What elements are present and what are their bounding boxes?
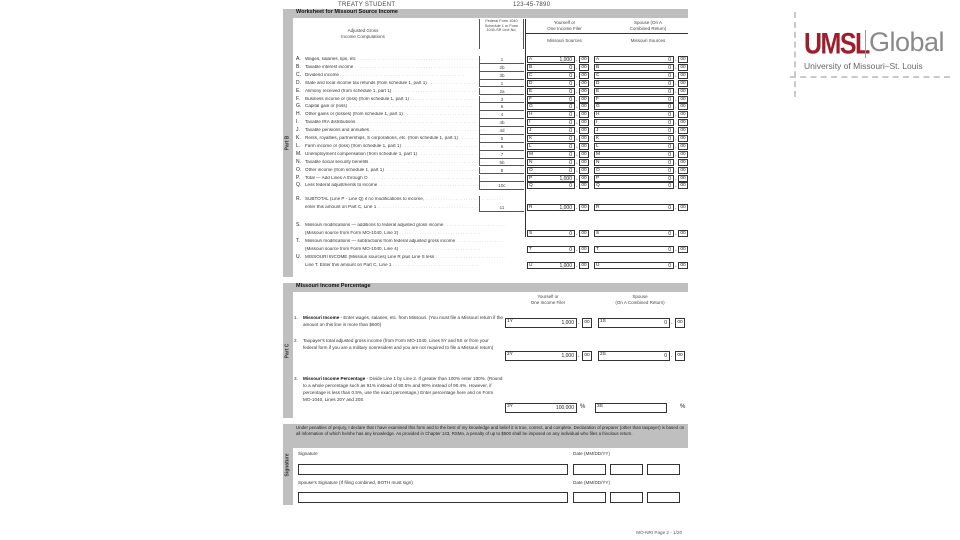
row-federal-line: 7 xyxy=(479,151,524,159)
row-letter: M. xyxy=(296,150,302,157)
you-cents-field[interactable]: 00 xyxy=(579,151,589,158)
income-row-r: R. SUBTOTAL (Line P - Line Q) if no modifications to income, . . . enter this amount on Part C, Line 1 . . . 11 R 1,000 . 00 R 0 . 00 xyxy=(293,196,688,212)
date-year-field[interactable] xyxy=(647,464,680,475)
you-amount-field[interactable]: T 0 xyxy=(527,246,575,253)
taxpayer-ssn: 123-45-7890 xyxy=(513,2,551,8)
logo-dashed-horizontal xyxy=(790,76,950,78)
you-cents-field[interactable]: 00 xyxy=(579,262,589,269)
spouse-amount-field[interactable]: G 0 xyxy=(594,103,674,110)
spouse-amount-field[interactable]: U 0 xyxy=(594,262,674,269)
income-row: Q. Less federal adjustments to income . . . 10c Q 0 . 00 Q 0 . 00 xyxy=(293,182,688,190)
income-row: L. Farm income or (loss) (from schedule 1, part 1) . . . 6 L 0 . 00 L 0 . 00 xyxy=(293,143,688,151)
you-cents-field[interactable]: 00 xyxy=(579,204,589,211)
row-letter: H. xyxy=(296,111,301,118)
spouse-cents-field[interactable]: 00 xyxy=(678,151,688,158)
row-description: Taxable interest income . . . xyxy=(305,65,487,70)
row-federal-line: 8 xyxy=(479,167,524,175)
spouse-cents-field[interactable]: 00 xyxy=(678,204,688,211)
you-cents-field[interactable]: 00 xyxy=(579,72,589,79)
row-federal-line: 4 xyxy=(479,111,524,119)
row-description: Taxable social security benefits . . . xyxy=(305,160,487,165)
spouse-amount-field[interactable]: Q 0 xyxy=(594,182,674,189)
row-letter: J. xyxy=(296,127,300,134)
logo-separator xyxy=(865,30,866,58)
you-cents-field[interactable]: 00 xyxy=(579,143,589,150)
part-b-title: Worksheet for Missouri Source Income xyxy=(293,9,688,18)
spouse-cents-field[interactable]: 00 xyxy=(678,127,688,134)
income-row: G. Capital gain or (loss) . . . 6 G 0 . 00 G 0 . 00 xyxy=(293,103,688,111)
row-letter: K. xyxy=(296,135,301,141)
row-description: Other income (from schedule 1, part 1) . . . xyxy=(305,168,487,173)
spouse-amount-field[interactable]: E 0 xyxy=(594,88,674,95)
row-description-1: MISSOURI INCOME (Missouri sources) Line R plus Line S less . . . xyxy=(305,255,505,260)
line-3s-field[interactable]: 3S xyxy=(595,403,667,413)
row-federal-line: 10c xyxy=(479,182,524,190)
you-cents-field[interactable]: 00 xyxy=(579,230,589,237)
row-description: Less federal adjustments to income . . . xyxy=(305,183,487,188)
spouse-amount-field[interactable]: L 0 xyxy=(594,143,674,150)
row-federal-line: 1 xyxy=(479,56,524,64)
row-letter: F. xyxy=(296,95,300,102)
row-description-2: (Missouri source from Form MO-1040, Line 4) . . . xyxy=(305,247,480,252)
you-cents-field[interactable]: 00 xyxy=(579,182,589,189)
logo-suffix: Global xyxy=(869,27,945,57)
row-federal-line: 4d xyxy=(479,127,524,135)
you-cents-field[interactable]: 00 xyxy=(579,88,589,95)
spouse-amount-field[interactable]: K 0 xyxy=(594,135,674,142)
spouse-amount-field[interactable]: S 0 xyxy=(594,230,674,237)
umsl-global-logo xyxy=(790,12,950,102)
you-cents-field[interactable]: 00 xyxy=(579,96,589,103)
you-cents-field[interactable]: 00 xyxy=(579,246,589,253)
spouse-amount-field[interactable]: R 0 xyxy=(594,204,674,211)
row-letter: O. xyxy=(296,166,302,173)
line-2y-cents[interactable]: 00 xyxy=(582,351,592,361)
row-letter: L. xyxy=(296,142,301,149)
income-row: P. Total — Add Lines A through O . . . P 1,000 . 00 P 0 . 00 xyxy=(293,175,688,183)
row-description-1: SUBTOTAL (Line P - Line Q) if no modifications to income, . . . xyxy=(305,197,505,202)
you-amount-field[interactable]: D 0 xyxy=(527,80,575,87)
you-amount-field[interactable]: N 0 xyxy=(527,159,575,166)
you-amount-field[interactable]: M 0 xyxy=(527,151,575,158)
you-cents-field[interactable]: 00 xyxy=(579,167,589,174)
declaration-text: Under penalties of perjury, I declare that I have examined this form and to the best of my knowledge and belief it is true, correct, and complete. Declaration of preparer (other than taxpayer) is based on all information of which he/she has any knowledge. As provided in Chapter 143, RSMo, a penalty of up to $500 shall be imposed on any individual who files a frivolous return. xyxy=(293,424,688,448)
row-description: Farm income or (loss) (from schedule 1, part 1) . . . xyxy=(305,144,487,149)
logo-brand: UMSL xyxy=(804,27,869,61)
income-row: H. Other gains or (losses) (from schedule 1, part 1) . . . 4 H 0 . 00 H 0 . 00 xyxy=(293,111,688,119)
row-letter: G. xyxy=(296,103,302,110)
spouse-amount-field[interactable]: M 0 xyxy=(594,151,674,158)
line-1y-field[interactable]: 1Y 1,000 xyxy=(505,318,577,328)
part-c-tab: Part C xyxy=(283,283,293,418)
spouse-cents-field[interactable]: 00 xyxy=(678,103,688,110)
spouse-cents-field[interactable]: 00 xyxy=(678,119,688,126)
row-letter: E. xyxy=(296,87,301,94)
line-2s-cents[interactable]: 00 xyxy=(675,351,685,361)
you-amount-field[interactable]: Q 0 xyxy=(527,182,575,189)
col-fed-title: Federal Form 1040 Schedule 1 or Form 1040-SR Line No. xyxy=(479,19,524,49)
row-letter: C. xyxy=(296,71,301,78)
you-cents-field[interactable]: 00 xyxy=(579,175,589,182)
spouse-cents-field[interactable]: 00 xyxy=(678,80,688,87)
spouse-amount-field[interactable]: N 0 xyxy=(594,159,674,166)
row-federal-line: 4b xyxy=(479,119,524,127)
row-description: Total — Add Lines A through O . . . xyxy=(305,176,487,181)
income-row: J. Taxable pensions and annuities . . . 4d J 0 . 00 J 0 . 00 xyxy=(293,127,688,135)
row-federal-line: 5b xyxy=(479,159,524,167)
you-amount-field[interactable]: G 0 xyxy=(527,103,575,110)
spouse-cents-field[interactable]: 00 xyxy=(678,182,688,189)
you-amount-field[interactable]: P 1,000 xyxy=(527,175,575,182)
you-amount-field[interactable]: C 0 xyxy=(527,72,575,79)
you-amount-field[interactable]: B 0 xyxy=(527,64,575,71)
logo-dashed-vertical xyxy=(794,12,796,97)
spouse-date-day-field[interactable] xyxy=(610,492,643,503)
you-amount-field[interactable]: H 0 xyxy=(527,111,575,118)
row-description: Other gains or (losses) (from schedule 1, part 1) . . . xyxy=(305,112,487,117)
page-footer: MO-NRI Page 2 - 1/20 xyxy=(636,530,682,535)
row-federal-line: 2a xyxy=(479,88,524,96)
row-letter: D. xyxy=(296,79,301,86)
part-c-col-spouse: Spouse (On A Combined Return) xyxy=(615,294,665,306)
income-row: A. Wages, salaries, tips, etc . . . 1 A 1,000 . 00 A 0 . 00 xyxy=(293,56,688,64)
income-row: D. State and local income tax refunds (from schedule 1, part 1) . . . 1 D 0 . 00 D 0 . 00 xyxy=(293,80,688,88)
line-2y-field[interactable]: 2Y 1,000 xyxy=(505,351,577,361)
tax-form-page: TREATY STUDENT 123-45-7890 Part B Worksheet for Missouri Source Income Adjusted Gross Income Computations Federal Form 1040 Schedule 1 or Form 1040-SR Line No. Yourself or One Income Filer Spouse (On A Combined Return) Missouri Sources Missouri Sources A. Wages, salaries, tips, etc . . . 1 A 1,000 . 00 A 0 . 00 B. Taxable interest income . . . 2b B 0 . 00 B 0 . 00 C. Dividend income . . . 3b C 0 . 00 C 0 . 00 D. State and local income tax refunds (from schedule 1, part 1) . . . 1 D 0 . 00 D 0 . 00 E. Alimony received (from schedule 1, part 1) . . . 2a E 0 . 00 E 0 . 00 F. Business income or (loss) (from schedule 1, part 1) . . . 3 F 0 . 00 F 0 . 00 G. Capital gain or (loss) . . . 6 G 0 . 00 G 0 . 00 H. Other gains or (losses) (from schedule 1, part 1) . . . 4 H 0 . 00 H 0 . 00 I. Taxable IRA distributions . . . 4b I 0 . 00 I 0 . 00 J. Taxable pensions and annuities . . . 4d J 0 . 00 J 0 . 00 K. Rents, royalties, partnerships, S corporations, etc. (from schedule 1, part 1) . . . 5 K 0 . 00 K 0 . 00 L. Farm income or (loss) (from schedule 1, part 1) . . . 6 L 0 . 00 L 0 . 00 M. Unemployment compensation (from schedule 1, part 1) . . . 7 M 0 . 00 M 0 . 00 N. Taxable social security benefits . . . 5b N 0 . 00 N 0 . 00 O. Other income (from schedule 1, part 1) . . . 8 O 0 . 00 O 0 . 00 P. Total — Add Lines A through O . . . P 1,000 . 00 P 0 . 00 Q. Less federal adjustments to income . . . 10c Q 0 . 00 Q 0 . 00 R. SUBTOTAL (Line P - Line Q) if no modifications to income, . . . enter this amount on Part C, Line 1 . . . 11 R 1,000 . 00 R 0 . 00 S. Missouri modifications — additions to federal adjusted gross income . . . (Missouri source from Form MO-1040, Line 2) . . . S 0 . 00 S 0 . 00 T. Missouri modifications — subtractions from federal adjusted gross income . . . (Missouri source from Form MO-1040, Line 4) . . . T 0 . 00 T 0 . 00 U. MISSOURI INCOME (Missouri sources) Line R plus Line S less . . . Line T. Enter this amount on Part C, Line 1 . . . U 1,000 . 00 U 0 . 00 Part C Missouri Income Percentage Yourself or One Income Filer Spouse (On A Combined Return) 1. Missouri Income - Enter wages, salaries, etc. from Missouri. (You must file a Missouri return if the amount on this line is more than $600) 1Y 1,000 . 00 1S 0 . 00 2. Taxpayer's total adjusted gross income (from Form MO-1040, Lines 5Y and 5S or from your federal form if you are a military nonresident and you are not required to file a Missouri return) 2Y 1,000 . 00 2S 0 . 00 3. Missouri Income Percentage - Divide Line 1 by Line 2. If greater than 100% enter 100%. (Round to a whole percentage such as 91% instead of 90.5% and 90% instead of 90.4%. However, if percentage is less than 0.5%, use the exact percentage.) Enter percentage here and on Form MO-1040, Lines 20Y and 20S 3Y 100.000 % 3S % Signature Under penalties of perjury, I declare that I have examined this form and to the best of my knowledge and belief it is true, correct, and complete. Declaration of preparer (other than taxpayer) is based on all information of which he/she has any knowledge. As provided in Chapter 143, RSMo, a penalty of up to $500 shall be imposed on any individual who files a frivolous return. Signature Date (MM/DD/YY) Spouse's Signature (If filing combined, BOTH must sign) Date (MM/DD/YY) MO-NRI Page 2 - 1/20 xyxy=(283,0,688,540)
spouse-date-label: Date (MM/DD/YY) xyxy=(573,480,611,485)
spouse-amount-field[interactable]: D 0 xyxy=(594,80,674,87)
signature-field[interactable] xyxy=(298,464,568,475)
spouse-amount-field[interactable]: J 0 xyxy=(594,127,674,134)
row-letter: P. xyxy=(296,174,301,181)
row-description-2: Line T. Enter this amount on Part C, Line 1 . . . xyxy=(305,263,480,268)
you-cents-field[interactable]: 00 xyxy=(579,127,589,134)
income-row: M. Unemployment compensation (from schedule 1, part 1) . . . 7 M 0 . 00 M 0 . 00 xyxy=(293,151,688,159)
spouse-cents-field[interactable]: 00 xyxy=(678,159,688,166)
date-label: Date (MM/DD/YY) xyxy=(573,451,611,456)
income-row: C. Dividend income . . . 3b C 0 . 00 C 0 . 00 xyxy=(293,72,688,80)
line-2s-field[interactable]: 2S 0 xyxy=(598,351,670,361)
row-federal-line: 3b xyxy=(479,72,524,80)
spouse-amount-field[interactable]: O 0 xyxy=(594,167,674,174)
you-cents-field[interactable]: 00 xyxy=(579,159,589,166)
col-spouse-title: Spouse (On A Combined Return) xyxy=(629,20,667,32)
spouse-amount-field[interactable]: A 0 xyxy=(594,56,674,63)
part-b-tab: Part B xyxy=(283,9,293,277)
row-federal-line: 11 xyxy=(479,196,524,212)
row-letter: A. xyxy=(296,56,301,62)
spouse-signature-field[interactable] xyxy=(298,492,568,503)
you-amount-field[interactable]: J 0 xyxy=(527,127,575,134)
col-left-title: Adjusted Gross Income Computations xyxy=(341,28,385,40)
line-3y-field[interactable]: 3Y 100.000 xyxy=(505,403,577,413)
you-cents-field[interactable]: 00 xyxy=(579,135,589,142)
spouse-amount-field[interactable]: B 0 xyxy=(594,64,674,71)
you-amount-field[interactable]: O 0 xyxy=(527,167,575,174)
row-description: State and local income tax refunds (from schedule 1, part 1) . . . xyxy=(305,81,487,86)
income-row: B. Taxable interest income . . . 2b B 0 . 00 B 0 . 00 xyxy=(293,64,688,72)
row-description: Alimony received (from schedule 1, part 1) . . . xyxy=(305,89,487,94)
spouse-cents-field[interactable]: 00 xyxy=(678,143,688,150)
row-description: Capital gain or (loss) . . . xyxy=(305,104,487,109)
spouse-cents-field[interactable]: 00 xyxy=(678,175,688,182)
row-federal-line: 6 xyxy=(479,103,524,111)
row-description-1: Missouri modifications — additions to federal adjusted gross income . . . xyxy=(305,223,505,228)
part-c-line-2-text: 2. Taxpayer's total adjusted gross income (from Form MO-1040, Lines 5Y and 5S or from your federal form if you are a military nonresident and you are not required to file a Missouri return) xyxy=(294,338,494,351)
spouse-cents-field[interactable]: 00 xyxy=(678,167,688,174)
col-you-title: Yourself or One Income Filer xyxy=(547,20,582,32)
row-federal-line xyxy=(479,175,524,183)
row-description: Business income or (loss) (from schedule 1, part 1) . . . xyxy=(305,97,487,102)
you-cents-field[interactable]: 00 xyxy=(579,119,589,126)
spouse-cents-field[interactable]: 00 xyxy=(678,111,688,118)
row-description: Unemployment compensation (from schedule 1, part 1) . . . xyxy=(305,152,487,157)
row-federal-line: 5 xyxy=(479,135,524,143)
you-amount-field[interactable]: R 1,000 xyxy=(527,204,575,211)
income-row-t: T. Missouri modifications — subtractions from federal adjusted gross income . . . (Missouri source from Form MO-1040, Line 4) . . . T 0 . 00 T 0 . 00 xyxy=(293,238,688,254)
you-cents-field[interactable]: 00 xyxy=(579,103,589,110)
you-amount-field[interactable]: K 0 xyxy=(527,135,575,142)
row-description-2: enter this amount on Part C, Line 1 . . . xyxy=(305,205,480,210)
signature-label: Signature xyxy=(298,451,318,456)
row-federal-line: 2b xyxy=(479,64,524,72)
row-description-2: (Missouri source from Form MO-1040, Line 2) . . . xyxy=(305,231,480,236)
you-amount-field[interactable]: E 0 xyxy=(527,88,575,95)
spouse-signature-label: Spouse's Signature (If filing combined, BOTH must sign) xyxy=(298,480,413,485)
spouse-cents-field[interactable]: 00 xyxy=(678,88,688,95)
you-cents-field[interactable]: 00 xyxy=(579,80,589,87)
spouse-date-year-field[interactable] xyxy=(647,492,680,503)
line-1s-cents[interactable]: 00 xyxy=(675,318,685,328)
income-row: N. Taxable social security benefits . . . 5b N 0 . 00 N 0 . 00 xyxy=(293,159,688,167)
spouse-cents-field[interactable]: 00 xyxy=(678,56,688,63)
row-federal-line: 6 xyxy=(479,143,524,151)
date-day-field[interactable] xyxy=(610,464,643,475)
you-amount-field[interactable]: S 0 xyxy=(527,230,575,237)
part-c-title: Missouri Income Percentage xyxy=(293,283,688,292)
spouse-amount-field[interactable]: C 0 xyxy=(594,72,674,79)
header-divider xyxy=(525,33,688,34)
row-letter: N. xyxy=(296,158,301,165)
spouse-cents-field[interactable]: 00 xyxy=(678,135,688,142)
row-letter: B. xyxy=(296,63,301,70)
you-cents-field[interactable]: 00 xyxy=(579,64,589,71)
logo-subtitle: University of Missouri–St. Louis xyxy=(804,61,923,71)
row-description-1: Missouri modifications — subtractions from federal adjusted gross income . . . xyxy=(305,239,505,244)
row-federal-line: 1 xyxy=(479,80,524,88)
income-row-s: S. Missouri modifications — additions to federal adjusted gross income . . . (Missouri source from Form MO-1040, Line 2) . . . S 0 . 00 S 0 . 00 xyxy=(293,222,688,238)
you-amount-field[interactable]: F 0 xyxy=(527,96,575,103)
col-you-sub: Missouri Sources xyxy=(547,38,582,43)
you-amount-field[interactable]: L 0 xyxy=(527,143,575,150)
you-cents-field[interactable]: 00 xyxy=(579,111,589,118)
row-description: Taxable pensions and annuities . . . xyxy=(305,128,487,133)
income-row-u: U. MISSOURI INCOME (Missouri sources) Line R plus Line S less . . . Line T. Enter this amount on Part C, Line 1 . . . U 1,000 . 00 U 0 . 00 xyxy=(293,254,688,270)
spouse-amount-field[interactable]: P 0 xyxy=(594,175,674,182)
spouse-cents-field[interactable]: 00 xyxy=(678,262,688,269)
line-1y-cents[interactable]: 00 xyxy=(582,318,592,328)
spouse-amount-field[interactable]: I 0 xyxy=(594,119,674,126)
row-letter: Q. xyxy=(296,182,302,189)
signature-tab: Signature xyxy=(283,424,293,505)
you-amount-field[interactable]: A 1,000 xyxy=(527,56,575,63)
taxpayer-name: TREATY STUDENT xyxy=(338,2,396,8)
income-row: K. Rents, royalties, partnerships, S corporations, etc. (from schedule 1, part 1) . . . 5 K 0 . 00 K 0 . 00 xyxy=(293,135,688,143)
spouse-amount-field[interactable]: F 0 xyxy=(594,96,674,103)
part-c-line-3-text: 3. Missouri Income Percentage - Divide Line 1 by Line 2. If greater than 100% enter 100%. (Round to a whole percentage such as 91% instead of 90.5% and 90% instead of 90.4%. However, if percentage is less than 0.5%, use the exact percentage.) Enter percentage here and on Form MO-1040, Lines 20Y and 20S xyxy=(294,376,503,403)
spouse-cents-field[interactable]: 00 xyxy=(678,230,688,237)
spouse-cents-field[interactable]: 00 xyxy=(678,96,688,103)
you-amount-field[interactable]: U 1,000 xyxy=(527,262,575,269)
income-row: E. Alimony received (from schedule 1, part 1) . . . 2a E 0 . 00 E 0 . 00 xyxy=(293,88,688,96)
you-amount-field[interactable]: I 0 xyxy=(527,119,575,126)
row-description: Rents, royalties, partnerships, S corporations, etc. (from schedule 1, part 1) . . . xyxy=(305,136,487,141)
row-letter: I. xyxy=(296,119,299,126)
spouse-amount-field[interactable]: T 0 xyxy=(594,246,674,253)
spouse-amount-field[interactable]: H 0 xyxy=(594,111,674,118)
row-description: Dividend income . . . xyxy=(305,73,487,78)
line-1s-field[interactable]: 1S 0 xyxy=(598,318,670,328)
spouse-date-month-field[interactable] xyxy=(573,492,606,503)
date-month-field[interactable] xyxy=(573,464,606,475)
part-c-col-you: Yourself or One Income Filer xyxy=(530,294,566,306)
spouse-cents-field[interactable]: 00 xyxy=(678,64,688,71)
row-description: Taxable IRA distributions . . . xyxy=(305,120,487,125)
spouse-cents-field[interactable]: 00 xyxy=(678,72,688,79)
col-spouse-sub: Missouri Sources xyxy=(630,38,666,43)
income-row: F. Business income or (loss) (from schedule 1, part 1) . . . 3 F 0 . 00 F 0 . 00 xyxy=(293,96,688,104)
part-c-line-1-text: 1. Missouri Income - Enter wages, salaries, etc. from Missouri. (You must file a Missouri return if the amount on this line is more than $600) xyxy=(294,315,503,328)
spouse-cents-field[interactable]: 00 xyxy=(678,246,688,253)
row-description: Wages, salaries, tips, etc . . . xyxy=(305,57,487,62)
income-row: I. Taxable IRA distributions . . . 4b I 0 . 00 I 0 . 00 xyxy=(293,119,688,127)
income-row: O. Other income (from schedule 1, part 1) . . . 8 O 0 . 00 O 0 . 00 xyxy=(293,167,688,175)
row-federal-line: 3 xyxy=(479,96,524,104)
you-cents-field[interactable]: 00 xyxy=(579,56,589,63)
